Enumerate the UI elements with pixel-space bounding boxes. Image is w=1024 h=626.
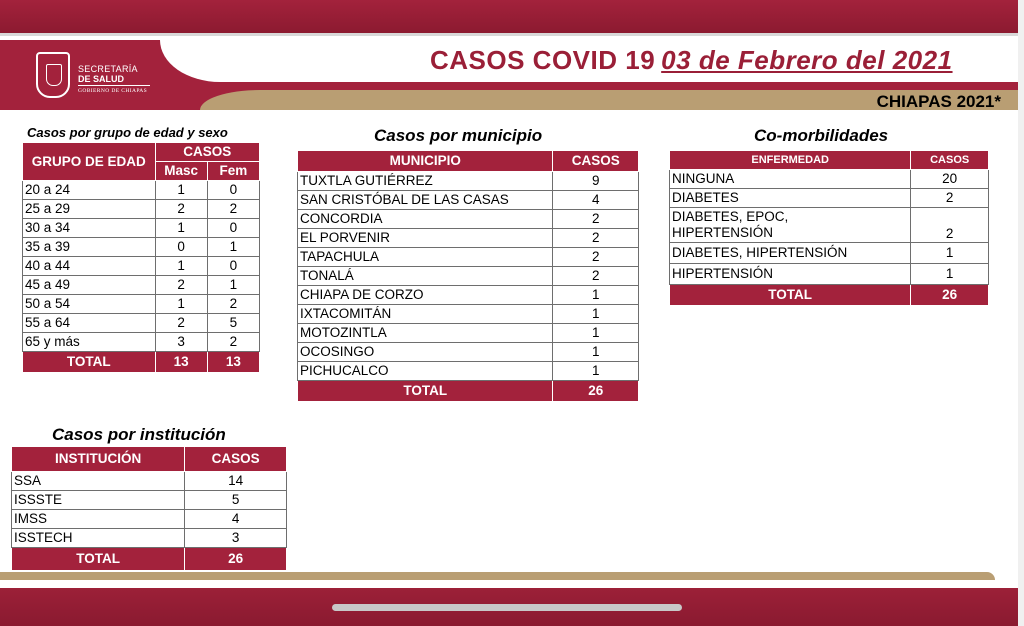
- title-date: 03 de Febrero del 2021: [661, 45, 953, 75]
- table-row: [23, 257, 260, 276]
- comorbilidades-total: 26: [911, 285, 989, 306]
- edad-grupo: 35 a 39: [23, 238, 156, 257]
- municipio-caption: Casos por municipio: [374, 126, 543, 145]
- comorbilidades-caption: Co-morbilidades: [754, 126, 889, 145]
- table-row: [298, 191, 639, 210]
- edad-fem: 2: [207, 295, 259, 314]
- comorbilidad-casos: 20: [911, 170, 989, 189]
- municipio-casos: 1: [553, 343, 639, 362]
- edad-masc: 2: [155, 314, 207, 333]
- table-row: [670, 264, 989, 285]
- table-row: [23, 295, 260, 314]
- municipio-casos: 1: [553, 362, 639, 381]
- municipio-total: 26: [553, 381, 639, 402]
- municipio-casos: 2: [553, 210, 639, 229]
- edad-col-fem: Fem: [207, 162, 259, 181]
- table-row: [298, 362, 639, 381]
- institucion-nombre: IMSS: [12, 510, 185, 529]
- table-row: [23, 238, 260, 257]
- edad-total-label: TOTAL: [23, 352, 156, 373]
- horizontal-scrollbar[interactable]: [332, 604, 682, 611]
- edad-fem: 5: [207, 314, 259, 333]
- table-row: [298, 267, 639, 286]
- institucion-total-label: TOTAL: [12, 548, 185, 571]
- title-main: CASOS COVID 19: [430, 45, 656, 75]
- table-row: [12, 491, 287, 510]
- institucion-casos: 4: [185, 510, 287, 529]
- comorbilidad-casos: 1: [911, 243, 989, 264]
- table-row: [670, 243, 989, 264]
- municipio-casos: 1: [553, 286, 639, 305]
- table-row: [670, 170, 989, 189]
- edad-total-fem: 13: [207, 352, 259, 373]
- municipio-nombre: OCOSINGO: [298, 343, 553, 362]
- municipio-nombre: TAPACHULA: [298, 248, 553, 267]
- table-row: [298, 324, 639, 343]
- comorbilidad-nombre: NINGUNA: [670, 170, 911, 189]
- edad-masc: 1: [155, 219, 207, 238]
- edad-total-masc: 13: [155, 352, 207, 373]
- edad-fem: 0: [207, 219, 259, 238]
- comorbilidad-nombre-l1: DIABETES, EPOC,: [672, 209, 789, 224]
- comorbilidad-casos: 2: [911, 189, 989, 208]
- municipio-casos: 2: [553, 267, 639, 286]
- table-row: [23, 181, 260, 200]
- logo-line1: SECRETARÍA: [78, 64, 138, 74]
- coat-of-arms-icon: [36, 52, 70, 98]
- table-row: [23, 314, 260, 333]
- edad-masc: 0: [155, 238, 207, 257]
- comorbilidad-casos: 1: [911, 264, 989, 285]
- table-row: [670, 189, 989, 208]
- municipio-table: [297, 150, 639, 402]
- municipio-casos: 1: [553, 324, 639, 343]
- institucion-nombre: ISSSTE: [12, 491, 185, 510]
- edad-masc: 1: [155, 257, 207, 276]
- municipio-casos: 1: [553, 305, 639, 324]
- comorbilidades-total-row: [670, 285, 989, 306]
- municipio-total-label: TOTAL: [298, 381, 553, 402]
- edad-masc: 2: [155, 276, 207, 295]
- edad-col-casos: CASOS: [155, 143, 259, 162]
- comorbilidad-nombre: HIPERTENSIÓN: [670, 264, 911, 285]
- comorbilidad-nombre: [670, 208, 911, 243]
- table-row: [23, 200, 260, 219]
- table-row: [298, 286, 639, 305]
- right-edge: [1018, 0, 1024, 626]
- edad-grupo: 20 a 24: [23, 181, 156, 200]
- municipio-nombre: CONCORDIA: [298, 210, 553, 229]
- municipio-nombre: IXTACOMITÁN: [298, 305, 553, 324]
- institucion-col-casos: CASOS: [185, 447, 287, 472]
- municipio-nombre: SAN CRISTÓBAL DE LAS CASAS: [298, 191, 553, 210]
- secretaria-salud-logo: [36, 52, 156, 104]
- municipio-nombre: EL PORVENIR: [298, 229, 553, 248]
- edad-masc: 2: [155, 200, 207, 219]
- table-row: [298, 229, 639, 248]
- page-title: [430, 45, 953, 76]
- municipio-casos: 2: [553, 229, 639, 248]
- table-row: [12, 472, 287, 491]
- table-row: [298, 210, 639, 229]
- institucion-caption: Casos por institución: [52, 425, 226, 444]
- municipio-nombre: PICHUCALCO: [298, 362, 553, 381]
- table-row: [23, 333, 260, 352]
- edad-grupo: 45 a 49: [23, 276, 156, 295]
- edad-fem: 0: [207, 181, 259, 200]
- comorbilidad-casos: 2: [911, 208, 989, 243]
- table-row: [12, 510, 287, 529]
- municipio-casos: 2: [553, 248, 639, 267]
- municipio-col-casos: CASOS: [553, 151, 639, 172]
- comorbilidades-table: [669, 150, 989, 306]
- institucion-nombre: SSA: [12, 472, 185, 491]
- municipio-casos: 4: [553, 191, 639, 210]
- table-row: [670, 208, 989, 243]
- footer-gold-band: [0, 572, 995, 580]
- edad-grupo: 30 a 34: [23, 219, 156, 238]
- municipio-col-municipio: MUNICIPIO: [298, 151, 553, 172]
- table-row: [23, 276, 260, 295]
- logo-rule: [78, 85, 150, 86]
- comorbilidad-nombre-l2: HIPERTENSIÓN: [672, 225, 774, 240]
- edad-grupo: 50 a 54: [23, 295, 156, 314]
- edad-fem: 0: [207, 257, 259, 276]
- logo-line3: GOBIERNO DE CHIAPAS: [78, 88, 148, 94]
- municipio-nombre: TUXTLA GUTIÉRREZ: [298, 172, 553, 191]
- table-row: [23, 219, 260, 238]
- institucion-col-institucion: INSTITUCIÓN: [12, 447, 185, 472]
- comorbilidades-total-label: TOTAL: [670, 285, 911, 306]
- edad-grupo: 65 y más: [23, 333, 156, 352]
- logo-line2: DE SALUD: [78, 74, 125, 84]
- top-banner: [0, 0, 1024, 33]
- edad-col-masc: Masc: [155, 162, 207, 181]
- comorbilidad-nombre: DIABETES: [670, 189, 911, 208]
- institucion-total-row: [12, 548, 287, 571]
- institucion-total: 26: [185, 548, 287, 571]
- comorbilidades-col-enfermedad: ENFERMEDAD: [670, 151, 911, 170]
- municipio-nombre: CHIAPA DE CORZO: [298, 286, 553, 305]
- institucion-casos: 5: [185, 491, 287, 510]
- table-row: [298, 248, 639, 267]
- edad-fem: 1: [207, 238, 259, 257]
- edad-masc: 1: [155, 295, 207, 314]
- edad-total-row: [23, 352, 260, 373]
- edad-grupo: 25 a 29: [23, 200, 156, 219]
- comorbilidades-col-casos: CASOS: [911, 151, 989, 170]
- municipio-casos: 9: [553, 172, 639, 191]
- institucion-casos: 14: [185, 472, 287, 491]
- edad-table: [22, 142, 260, 373]
- edad-grupo: 40 a 44: [23, 257, 156, 276]
- institucion-nombre: ISSTECH: [12, 529, 185, 548]
- institucion-casos: 3: [185, 529, 287, 548]
- table-row: [298, 343, 639, 362]
- edad-fem: 1: [207, 276, 259, 295]
- edad-fem: 2: [207, 200, 259, 219]
- edad-grupo: 55 a 64: [23, 314, 156, 333]
- edad-col-grupo: GRUPO DE EDAD: [23, 143, 156, 181]
- edad-masc: 3: [155, 333, 207, 352]
- municipio-nombre: TONALÁ: [298, 267, 553, 286]
- edad-caption: Casos por grupo de edad y sexo: [27, 125, 228, 140]
- municipio-total-row: [298, 381, 639, 402]
- table-row: [298, 305, 639, 324]
- edad-fem: 2: [207, 333, 259, 352]
- table-row: [298, 172, 639, 191]
- comorbilidad-nombre: DIABETES, HIPERTENSIÓN: [670, 243, 911, 264]
- municipio-nombre: MOTOZINTLA: [298, 324, 553, 343]
- edad-masc: 1: [155, 181, 207, 200]
- page-subtitle: CHIAPAS 2021*: [876, 92, 1001, 111]
- table-row: [12, 529, 287, 548]
- institucion-table: [11, 446, 287, 571]
